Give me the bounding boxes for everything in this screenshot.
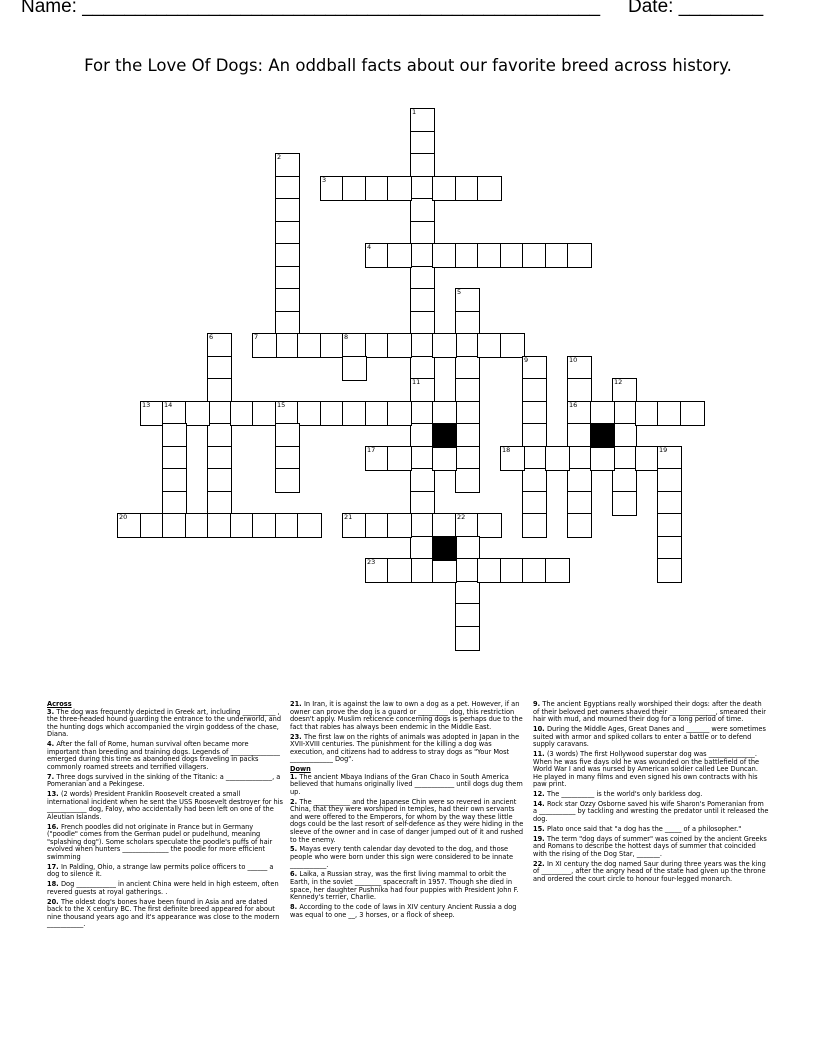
clue-number: 8. — [290, 902, 300, 911]
grid-cell[interactable] — [432, 333, 457, 358]
grid-cell[interactable] — [387, 243, 412, 268]
clue-text: French poodles did not originate in France but in Germany ("poodle" comes from the German pudel or pudelhund, meaning "splashing dog"). Some scholars speculate the poodle's puffs of hair evolved when hunters ______________ the poodle for more efficient swimming — [47, 822, 273, 862]
clue-number: 20. — [47, 897, 61, 906]
black-cell — [590, 423, 615, 448]
clue-number: 1. — [290, 772, 300, 781]
clue-column-3 — [533, 701, 769, 886]
name-line[interactable]: _________________________________________________ — [82, 0, 601, 17]
grid-cell[interactable] — [207, 423, 232, 448]
clue-number: 19 — [659, 446, 668, 454]
grid-cell[interactable] — [162, 423, 187, 448]
grid-cell[interactable] — [477, 243, 502, 268]
clue-number: 12 — [614, 378, 623, 386]
grid-cell[interactable] — [522, 468, 547, 493]
clue-number: 11. — [533, 749, 547, 758]
clue-item — [47, 881, 283, 896]
name-label: Name: — [21, 0, 83, 17]
clue-item — [290, 904, 526, 919]
grid-cell[interactable] — [387, 513, 412, 538]
grid-cell[interactable] — [477, 558, 502, 583]
grid-cell[interactable] — [275, 423, 300, 448]
clue-number: 18. — [47, 880, 61, 889]
clue-text: The term "dog days of summer" was coined by the ancient Greeks and Romans to describe the hottest days of summer that coincided with the rising of the Dog Star, _______. — [533, 834, 767, 858]
clue-text: (2 words) President Franklin Roosevelt created a small international incident when he sent the USS Roosevelt destroyer for his ____________ dog, Faloy, who accidentally had been left on one of the Aleutian Islands. — [47, 790, 283, 821]
clue-number: 2 — [277, 153, 282, 161]
grid-cell[interactable] — [410, 288, 435, 313]
grid-cell[interactable] — [410, 153, 435, 178]
grid-cell[interactable] — [162, 513, 187, 538]
grid-cell[interactable] — [207, 378, 232, 403]
grid-cell[interactable] — [297, 333, 322, 358]
clue-number: 23. — [290, 732, 304, 741]
grid-cell[interactable] — [432, 558, 457, 583]
grid-cell[interactable] — [455, 468, 480, 493]
grid-cell[interactable] — [275, 288, 300, 313]
clue-number: 7. — [47, 772, 57, 781]
clue-number: 18 — [502, 446, 511, 454]
clue-text: The ___________ and the Japanese Chin were so revered in ancient China, that they were worshiped in temples, had their own servants and were offered to the Emperors, for whom by the way these little dogs could be the last resort of self-defence as they were hiding in the sleeve of the owner and in case of danger jumped out of it and rushed to the enemy. — [290, 797, 524, 844]
clue-number: 20 — [119, 513, 128, 521]
grid-cell[interactable] — [500, 446, 525, 471]
clue-text: The first law on the rights of animals was adopted in Japan in the XVII-XVIII centuries. The punishment for the killing a dog was execution, and citizens had to address to stray dogs as "Your Most _____________ Dog". — [290, 732, 520, 764]
clue-number: 7 — [254, 333, 259, 341]
clue-number: 10 — [569, 356, 578, 364]
clue-number: 13 — [142, 401, 151, 409]
clue-column-2 — [290, 701, 526, 921]
grid-cell[interactable] — [522, 423, 547, 448]
clue-number: 11 — [412, 378, 421, 386]
grid-cell[interactable] — [207, 333, 232, 358]
clue-number: 22 — [457, 513, 466, 521]
grid-cell[interactable] — [275, 153, 300, 178]
clue-item — [47, 899, 283, 929]
grid-cell[interactable] — [387, 558, 412, 583]
grid-cell[interactable] — [567, 468, 592, 493]
clue-number: 17 — [367, 446, 376, 454]
clue-number: 10. — [533, 724, 547, 733]
grid-cell[interactable] — [477, 513, 502, 538]
grid-cell[interactable] — [657, 558, 682, 583]
clue-number: 4 — [367, 243, 372, 251]
grid-cell[interactable] — [275, 243, 300, 268]
clue-item — [533, 726, 769, 749]
grid-cell[interactable] — [342, 513, 367, 538]
clue-number: 19. — [533, 834, 547, 843]
puzzle-title: For the Love Of Dogs: An oddball facts about our favorite breed across history. — [84, 56, 732, 75]
grid-cell[interactable] — [432, 176, 457, 201]
clue-text: In Iran, it is against the law to own a dog as a pet. However, if an owner can prove the dog is a guard or _________ dog, this restriction doesn't apply. Muslim reticence concerning dogs is perhaps due to the fact that rabies has always been endemic in the Middle East. — [290, 700, 523, 731]
grid-cell[interactable] — [387, 446, 412, 471]
grid-cell[interactable] — [455, 603, 480, 628]
clue-text: According to the code of laws in XIV century Ancient Russia a dog was equal to one __, 3 horses, or a flock of sheep. — [290, 902, 517, 919]
grid-cell[interactable] — [455, 378, 480, 403]
clue-number: 21 — [344, 513, 353, 521]
clue-number: 5. — [290, 845, 300, 854]
grid-cell[interactable] — [522, 513, 547, 538]
clue-number: 16 — [569, 401, 578, 409]
clue-item — [290, 774, 526, 797]
clue-number: 9. — [533, 700, 543, 708]
grid-cell[interactable] — [545, 446, 570, 471]
grid-cell[interactable] — [185, 401, 210, 426]
clue-text: The ancient Mbaya Indians of the Gran Chaco in South America believed that humans originally lived ____________ until dogs dug them up. — [290, 772, 523, 796]
clue-number: 12. — [533, 790, 547, 799]
grid-cell[interactable] — [477, 176, 502, 201]
grid-cell[interactable] — [410, 198, 435, 223]
grid-cell[interactable] — [297, 513, 322, 538]
clue-text: Three dogs survived in the sinking of the Titanic: a ______________, a Pomeranian and a Pekingese. — [47, 772, 281, 789]
black-cell — [432, 423, 457, 448]
clue-number: 9 — [524, 356, 529, 364]
grid-cell[interactable] — [252, 401, 277, 426]
clue-number: 2. — [290, 797, 300, 806]
grid-cell[interactable] — [342, 333, 367, 358]
grid-cell[interactable] — [567, 243, 592, 268]
grid-cell[interactable] — [657, 468, 682, 493]
grid-cell[interactable] — [657, 401, 682, 426]
clue-text: Dog ____________ in ancient China were held in high esteem, often revered guests at royal gatherings. . — [47, 880, 279, 896]
clue-text: In XI century the dog named Saur during three years was the king of _________, after the angry head of the state had given up the throne and ordered the court circle to honour four-legged monarch. — [533, 859, 766, 883]
clue-item — [533, 861, 769, 884]
grid-cell[interactable] — [410, 108, 435, 133]
grid-cell[interactable] — [612, 491, 637, 516]
clue-item — [533, 701, 769, 724]
grid-cell[interactable] — [387, 333, 412, 358]
grid-cell[interactable] — [410, 378, 435, 403]
grid-cell[interactable] — [612, 423, 637, 448]
clue-text: After the fall of Rome, human survival often became more important than breeding and training dogs. Legends of _______________ emerged during this time as abandoned dogs traveling in packs commonly roamed streets and terrified villagers. — [47, 740, 280, 771]
clue-number: 4. — [47, 740, 57, 749]
date-line[interactable]: ________ — [678, 0, 764, 17]
clue-text: Plato once said that "a dog has the _____ of a philosopher." — [546, 824, 742, 833]
clue-number: 3 — [322, 176, 327, 184]
clue-number: 8 — [344, 333, 349, 341]
grid-cell[interactable] — [567, 423, 592, 448]
clue-number: 17. — [47, 862, 61, 871]
clue-number: 22. — [533, 859, 547, 868]
clue-number: 3. — [47, 707, 57, 716]
clue-text: Rock star Ozzy Osborne saved his wife Sharon's Pomeranian from a ___________ by tackling and wresting the predator until it released the dog. — [533, 799, 769, 824]
clue-number: 14. — [533, 799, 547, 808]
clue-text: Mayas every tenth calendar day devoted to the dog, and those people who were born under this sign were considered to be innate ___________. — [290, 845, 514, 869]
clue-number: 6. — [290, 870, 300, 879]
grid-cell[interactable] — [455, 288, 480, 313]
clue-column-1 — [47, 701, 283, 931]
grid-cell[interactable] — [432, 446, 457, 471]
clue-number: 23 — [367, 558, 376, 566]
grid-cell[interactable] — [455, 423, 480, 448]
grid-cell[interactable] — [522, 243, 547, 268]
grid-cell[interactable] — [500, 333, 525, 358]
grid-cell[interactable] — [432, 513, 457, 538]
clue-item — [47, 741, 283, 771]
grid-cell[interactable] — [545, 558, 570, 583]
grid-cell[interactable] — [275, 468, 300, 493]
clue-item — [47, 709, 283, 739]
clue-item — [533, 751, 769, 789]
clue-number: 5 — [457, 288, 462, 296]
clue-number: 21. — [290, 700, 304, 708]
clue-text: The ancient Egyptians really worshiped their dogs: after the death of their beloved pet owners shaved their ______________, smeared their hair with mud, and mourned their dog for a long period of time. — [533, 700, 767, 724]
grid-cell[interactable] — [207, 513, 232, 538]
clue-item — [533, 801, 769, 824]
grid-cell[interactable] — [612, 378, 637, 403]
down-heading: Down — [290, 765, 311, 774]
clue-text: The dog was frequently depicted in Greek art, including __________ , the three-headed hound guarding the entrance to the underworld, and the hunting dogs which accompanied the virgin goddess of the chase, Diana. — [47, 707, 282, 739]
clue-item — [290, 846, 526, 869]
clue-number: 14 — [164, 401, 173, 409]
grid-cell[interactable] — [567, 513, 592, 538]
grid-cell[interactable] — [680, 401, 705, 426]
clue-item — [290, 799, 526, 845]
grid-cell[interactable] — [522, 558, 547, 583]
clue-number: 15. — [533, 824, 547, 833]
clue-text: In Palding, Ohio, a strange law permits police officers to ______ a dog to silence it. — [47, 862, 274, 879]
grid-cell[interactable] — [342, 176, 367, 201]
clue-item — [290, 734, 526, 764]
grid-cell[interactable] — [252, 333, 277, 358]
clue-number: 15 — [277, 401, 286, 409]
grid-cell[interactable] — [387, 176, 412, 201]
grid-cell[interactable] — [522, 378, 547, 403]
grid-cell[interactable] — [590, 446, 615, 471]
clue-item — [47, 864, 283, 879]
grid-cell[interactable] — [612, 468, 637, 493]
clue-item — [533, 826, 769, 834]
clue-item — [47, 824, 283, 862]
grid-cell[interactable] — [657, 513, 682, 538]
grid-cell[interactable] — [342, 356, 367, 381]
clue-text: The __________ is the world's only barkless dog. — [546, 790, 703, 799]
clue-item — [47, 791, 283, 821]
clue-item — [290, 701, 526, 731]
black-cell — [432, 536, 457, 561]
grid-cell[interactable] — [567, 378, 592, 403]
clue-number: 13. — [47, 790, 61, 799]
clue-text: Laika, a Russian stray, was the first living mammal to orbit the Earth, in the soviet ________ spacecraft in 1957. Though she died in space, her daughter Pushnika had four puppies with President John F. Kennedy's terrier, Charlie. — [290, 870, 519, 902]
clue-number: 6 — [209, 333, 214, 341]
clue-text: During the Middle Ages, Great Danes and _______ were sometimes suited with armor and spiked collars to enter a battle or to defend supply caravans. — [533, 724, 766, 749]
grid-cell[interactable] — [252, 513, 277, 538]
clue-text: (3 words) The first Hollywood superstar dog was ______________. When he was five days old he was wounded on the battlefield of the World War I and was nursed by American soldier called Lee Duncan. He played in many films and even signed his own contracts with his paw print. — [533, 749, 760, 789]
grid-cell[interactable] — [387, 401, 412, 426]
clue-item — [290, 871, 526, 901]
clue-item — [533, 836, 769, 859]
clue-text: The oldest dog's bones have been found in Asia and are dated back to the X century BC. The first definite breed appeared for about nine thousand years ago and it's appearance was close to the modern ___________. — [47, 897, 280, 929]
grid-cell[interactable] — [342, 401, 367, 426]
grid-cell[interactable] — [477, 333, 502, 358]
clue-number: 1 — [412, 108, 417, 116]
clue-item — [533, 791, 769, 799]
grid-cell[interactable] — [297, 401, 322, 426]
date-label: Date: — [628, 0, 679, 17]
grid-cell[interactable] — [275, 198, 300, 223]
clue-number: 16. — [47, 822, 61, 831]
grid-cell[interactable] — [207, 468, 232, 493]
across-heading: Across — [47, 700, 72, 708]
clue-item — [47, 774, 283, 789]
grid-cell[interactable] — [432, 243, 457, 268]
grid-cell[interactable] — [455, 626, 480, 651]
grid-cell[interactable] — [117, 513, 142, 538]
grid-cell[interactable] — [162, 468, 187, 493]
grid-cell[interactable] — [410, 468, 435, 493]
